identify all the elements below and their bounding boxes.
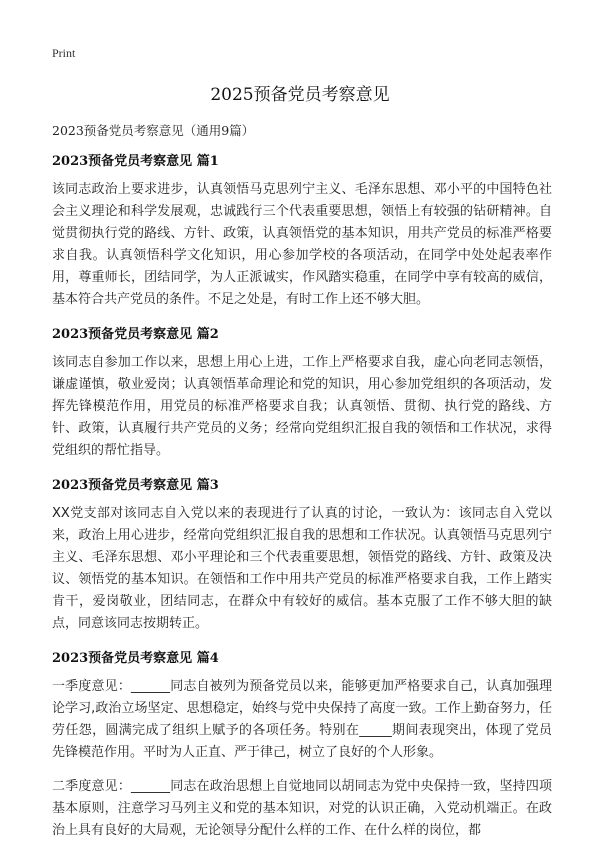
section-paragraph: 该同志自参加工作以来，思想上用心上进，工作上严格要求自我，虚心向老同志领悟，谦虚谨慎，敬业爱岗；认真领悟革命理论和党的知识，用心参加党组织的各项活动，发挥先锋模范作用，用党员的标准严格要求自我；认真领悟、贯彻、执行党的路线、方针、政策，认真履行共产党员的义务；经常向党组织汇报自我的领悟和工作状况，求得党组织的帮忙指导。 xyxy=(52,355,552,458)
doc-subtitle: 2023预备党员考察意见（通用9篇） xyxy=(52,123,255,138)
print-link[interactable]: Print xyxy=(52,46,76,60)
document-content xyxy=(52,150,552,854)
section-paragraph: 该同志政治上要求进步，认真领悟马克思列宁主义、毛泽东思想、邓小平的中国特色社会主义理论和科学发展观，忠诚践行三个代表重要思想，领悟上有较强的钻研精神。自觉贯彻执行党的路线、方针、政策，认真领悟党的基本知识，用共产党员的标准严格要求自我。认真领悟科学文化知识，用心参加学校的各项活动，在同学中处处起表率作用，尊重师长，团结同学，为人正派诚实，作风踏实稳重，在同学中享有较高的威信，基本符合共产党员的条件。不足之处是，有时工作上还不够大胆。 xyxy=(52,182,552,307)
page-title: 2025预备党员考察意见 xyxy=(210,85,390,105)
section-paragraph: 一季度意见：______同志自被列为预备党员以来，能够更加严格要求自己，认真加强理论学习,政治立场坚定、思想稳定，始终与党中央保持了高度一致。工作上勤奋努力，任劳任怨，圆满完成了组织上赋予的各项任务。特别在_____期间表现突出，体现了党员先锋模范作用。平时为人正直、严于律己，树立了良好的个人形象。 xyxy=(52,679,552,760)
section-heading: 2023预备党员考察意见 篇4 xyxy=(52,651,219,666)
section-paragraph: XX党支部对该同志自入党以来的表现进行了认真的讨论，一致认为：该同志自入党以来，政治上用心进步，经常向党组织汇报自我的思想和工作状况。认真领悟马克思列宁主义、毛泽东思想、邓小平理论和三个代表重要思想，领悟党的路线、方针、政策及决议、领悟党的基本知识。在领悟和工作中用共产党员的标准严格要求自我，工作上踏实肯干，爱岗敬业，团结同志，在群众中有较好的威信。基本克服了工作不够大胆的缺点，同意该同志按期转正。 xyxy=(52,506,552,631)
section-paragraph: 二季度意见：______同志在政治思想上自觉地同以胡同志为党中央保持一致，坚持四项基本原则，注意学习马列主义和党的基本知识，对党的认识正确，入党动机端正。在政治上具有良好的大局观，无论领导分配什么样的工作、在什么样的岗位，都 xyxy=(52,779,552,838)
section-heading: 2023预备党员考察意见 篇2 xyxy=(52,327,219,342)
section-heading: 2023预备党员考察意见 篇1 xyxy=(52,154,219,169)
section-heading: 2023预备党员考察意见 篇3 xyxy=(52,478,219,493)
